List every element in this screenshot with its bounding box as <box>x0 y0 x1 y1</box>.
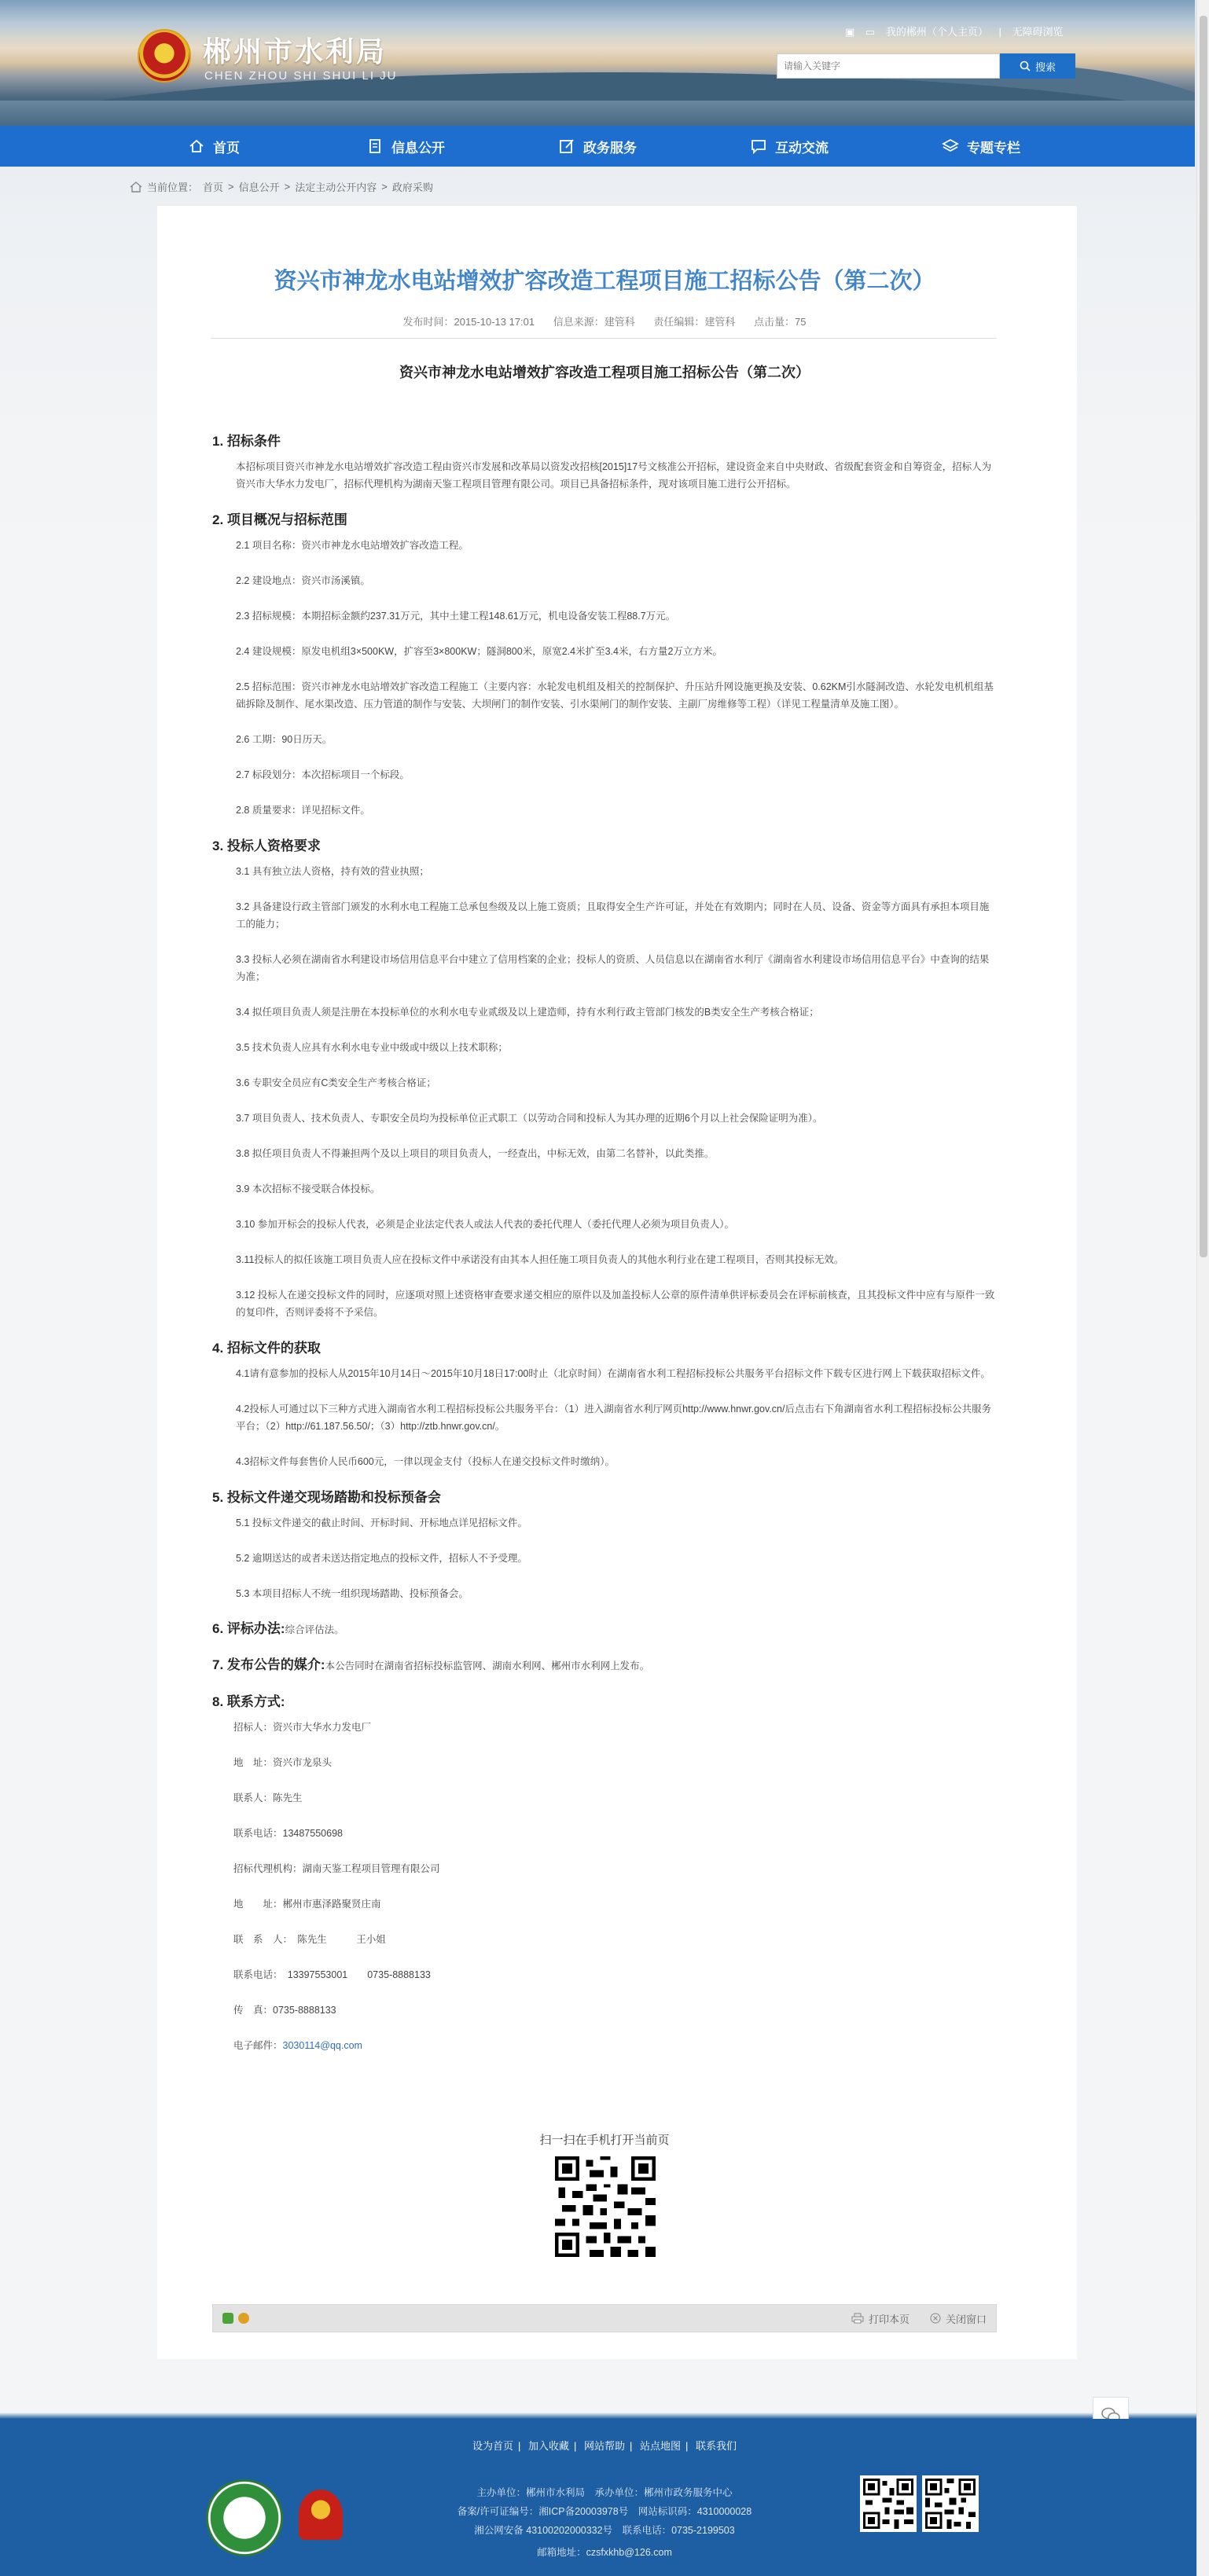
header-lake <box>0 101 1195 126</box>
edit-icon <box>558 138 575 155</box>
scrollbar-thumb[interactable] <box>1200 16 1207 1257</box>
section-heading: 3. 投标人资格要求 <box>212 838 321 853</box>
paragraph: 3.1 具有独立法人资格，持有效的营业执照； <box>236 866 429 877</box>
section-heading: 8. 联系方式: <box>212 1694 285 1709</box>
section-heading: 1. 招标条件 <box>212 434 281 449</box>
responsible-editor: 责任编辑：建管科 <box>653 316 736 328</box>
close-icon <box>930 2313 941 2324</box>
paragraph: 3.10 参加开标会的投标人代表，必须是企业法定代表人或法人代表的委托代理人（委托代理人必须为项目负责人）。 <box>236 1219 735 1230</box>
nav-item-label: 信息公开 <box>391 140 445 156</box>
email-label: 电子邮件： <box>233 2040 283 2051</box>
chat-icon <box>750 138 767 155</box>
qr-caption: 扫一扫在手机打开当前页 <box>539 2134 670 2147</box>
page-qr-code <box>550 2152 660 2262</box>
paragraph: 4.2投标人可通过以下三种方式进入湖南省水利工程招标投标公共服务平台：（1）进入湖南省水利厅网页http://www.hnwr.gov.cn/后点击右下角湖南省水利工程招标投标公共服务平台；（2）http://61.187.56.50/；（3）http://ztb.hnwr.gov.cn/。 <box>236 1404 991 1432</box>
paragraph: 3.12 投标人在递交投标文件的同时，应逐项对照上述资格审查要求递交相应的原件以及加盖投标人公章的原件清单供评标委员会在评标前核查，且其投标文件中应有与原件一致的复印件，否则评委将不予采信。 <box>236 1290 995 1318</box>
section-heading: 4. 招标文件的获取 <box>212 1341 321 1356</box>
paragraph: 5.2 逾期送达的或者未送达指定地点的投标文件，招标人不予受理。 <box>236 1553 527 1564</box>
paragraph: 3.5 技术负责人应具有水利水电专业中级或中级以上技术职称； <box>236 1042 508 1053</box>
paragraph: 5.1 投标文件递交的截止时间、开标时间、开标地点详见招标文件。 <box>236 1517 527 1528</box>
breadcrumb-separator: > <box>381 181 388 193</box>
search-button-label: 搜索 <box>1034 61 1056 73</box>
search-input[interactable] <box>777 53 1000 79</box>
footer-link[interactable]: 网站帮助 <box>583 2440 625 2452</box>
weibo-share-icon[interactable] <box>238 2313 249 2324</box>
footer-link[interactable]: 站点地图 <box>640 2440 682 2452</box>
search-button[interactable] <box>1000 53 1075 79</box>
click-count: 点击量：75 <box>754 316 807 328</box>
breadcrumb-item[interactable]: 信息公开 <box>238 182 280 193</box>
print-label: 打印本页 <box>868 2313 910 2325</box>
footer-link[interactable]: 联系我们 <box>696 2440 737 2452</box>
section-heading: 5. 投标文件递交现场踏勘和投标预备会 <box>212 1490 441 1505</box>
contact-line: 联 系 人： 陈先生 王小姐 <box>233 1934 386 1945</box>
paragraph: 2.4 建设规模：原发电机组3×500KW，扩容至3×800KW；隧洞800米，原宽2.4米扩至3.4米，右方量2万立方米。 <box>236 646 722 657</box>
my-chenzhou-link[interactable]: 我的郴州（个人主页） <box>885 26 988 38</box>
footer-email: 邮箱地址：czsfxkhb@126.com <box>537 2547 672 2558</box>
nav-item-interaction[interactable] <box>693 126 885 167</box>
contact-line: 联系电话：13487550698 <box>233 1828 343 1839</box>
breadcrumb-item[interactable]: 法定主动公开内容 <box>295 182 377 193</box>
paragraph: 2.2 建设地点：资兴市汤溪镇。 <box>236 575 370 586</box>
article-meta <box>0 314 1209 328</box>
breadcrumb-separator: > <box>284 181 291 193</box>
national-emblem-icon <box>138 29 191 83</box>
nav-item-label: 互动交流 <box>775 140 829 156</box>
section-heading: 2. 项目概况与招标范围 <box>212 512 347 527</box>
home-icon <box>188 138 205 155</box>
paragraph: 2.6 工期：90日历天。 <box>236 734 333 745</box>
close-window-button[interactable] <box>930 2311 987 2326</box>
footer-police: 湘公网安备 43100202000332号 联系电话：0735-2199503 <box>474 2525 735 2536</box>
nav-item-gov-service[interactable] <box>502 126 693 167</box>
breadcrumb-label: 当前位置： <box>147 182 199 193</box>
footer-icp: 备案/许可证编号：湘ICP备20003978号 网站标识码：4310000028 <box>457 2506 752 2517</box>
nav-item-label: 首页 <box>213 140 240 156</box>
paragraph: 4.1请有意参加的投标人从2015年10月14日～2015年10月18日17:00时止（北京时间）在湖南省水利工程招标投标公共服务平台招标文件下载专区进行网上下载获取招标文件。 <box>236 1368 990 1379</box>
contact-line: 地 址：郴州市惠泽路聚贤庄南 <box>233 1899 381 1910</box>
footer-sponsor: 主办单位：郴州市水利局 承办单位：郴州市政务服务中心 <box>476 2487 733 2498</box>
section-heading: 7. 发布公告的媒介: <box>212 1657 325 1672</box>
paragraph: 3.9 本次招标不接受联合体投标。 <box>236 1183 380 1194</box>
nav-item-home[interactable] <box>118 126 310 167</box>
user-icon: ▣ <box>845 26 855 38</box>
contact-line: 招标代理机构：湖南天鉴工程项目管理有限公司 <box>233 1863 440 1874</box>
info-source: 信息来源：建管科 <box>553 316 635 328</box>
contact-line: 联系电话： 13397553001 0735-8888133 <box>233 1969 431 1980</box>
section-body: 本公告同时在湖南省招标投标监管网、湖南水利网、郴州市水利网上发布。 <box>325 1660 650 1671</box>
footer-link[interactable]: 加入收藏 <box>527 2440 569 2452</box>
paragraph: 3.7 项目负责人、技术负责人、专职安全员均为投标单位正式职工（以劳动合同和投标人为其办理的近期6个月以上社会保险证明为准）。 <box>236 1113 823 1124</box>
paragraph <box>212 1620 995 1638</box>
article-toolbar <box>212 2304 997 2332</box>
paragraph: 3.6 专职安全员应有C类安全生产考核合格证； <box>236 1077 436 1088</box>
search-icon <box>1020 61 1031 72</box>
main-nav <box>0 126 1195 167</box>
section-heading: 6. 评标办法: <box>212 1621 285 1636</box>
breadcrumb-separator: > <box>228 181 234 193</box>
divider <box>211 338 997 339</box>
paragraph: 2.7 标段划分：本次招标项目一个标段。 <box>236 769 410 780</box>
top-links <box>841 24 1068 39</box>
site-logo-subtitle: CHEN ZHOU SHI SHUI LI JU <box>204 69 398 83</box>
paragraph: 2.3 招标规模：本期招标金额约237.31万元，其中土建工程148.61万元，机电设备安装工程88.7万元。 <box>236 611 676 622</box>
publish-time: 发布时间：2015-10-13 17:01 <box>402 316 535 328</box>
contact-line: 招标人：资兴市大华水力发电厂 <box>233 1722 372 1733</box>
contact-line <box>212 2037 995 2054</box>
contact-line: 传 真：0735-8888133 <box>233 2005 336 2016</box>
nav-item-label: 政务服务 <box>583 140 637 156</box>
print-button[interactable] <box>851 2311 910 2326</box>
monitor-icon: ▭ <box>865 26 876 38</box>
site-header <box>0 0 1195 126</box>
weibo-qr-code <box>922 2475 979 2532</box>
article-title: 资兴市神龙水电站增效扩容改造工程项目施工招标公告（第二次） <box>274 269 935 294</box>
paragraph: 3.8 拟任项目负责人不得兼担两个及以上项目的项目负责人，一经查出，中标无效，由第二名替补，以此类推。 <box>236 1148 715 1159</box>
printer-icon <box>851 2313 864 2324</box>
paragraph: 3.2 具备建设行政主管部门颁发的水利水电工程施工总承包叁级及以上施工资质；且取得安全生产许可证，并处在有效期内；同时在人员、设备、资金等方面具有承担本项目施工的能力； <box>236 901 990 930</box>
layers-icon <box>942 138 959 155</box>
section-body: 综合评估法。 <box>285 1624 344 1635</box>
accessibility-link[interactable]: 无障碍浏览 <box>1012 26 1064 38</box>
breadcrumb-item[interactable]: 政府采购 <box>391 182 433 193</box>
close-label: 关闭窗口 <box>945 2313 987 2325</box>
site-logo-title[interactable]: 郴州市水利局 <box>203 35 388 68</box>
paragraph: 5.3 本项目招标人不统一组织现场踏勘、投标预备会。 <box>236 1588 469 1599</box>
footer-link[interactable]: 设为首页 <box>472 2440 513 2452</box>
page-scrollbar[interactable] <box>1196 0 1209 2576</box>
article-body <box>212 432 995 2072</box>
wechat-qr-code <box>860 2475 917 2532</box>
paragraph: 2.8 质量要求：详见招标文件。 <box>236 805 370 816</box>
paragraph: 4.3招标文件每套售价人民币600元，一律以现金支付（投标人在递交投标文件时缴纳）。 <box>236 1456 615 1467</box>
document-icon <box>366 138 384 155</box>
toolbar-actions <box>851 2311 987 2326</box>
paragraph: 3.4 拟任项目负责人须是注册在本投标单位的水利水电专业贰级及以上建造师，持有水利行政主管部门核发的B类安全生产考核合格证； <box>236 1007 819 1018</box>
paragraph: 本招标项目资兴市神龙水电站增效扩容改造工程由资兴市发展和改革局以资发改招核[2015]17号文核准公开招标，建设资金来自中央财政、省级配套资金和自筹资金，招标人为资兴市大华水力发电厂，招标代理机构为湖南天鉴工程项目管理有限公司。项目已具备招标条件，现对该项目施工进行公开招标。 <box>236 461 992 490</box>
contact-line: 地 址：资兴市龙泉头 <box>233 1757 333 1768</box>
breadcrumb-item[interactable]: 首页 <box>203 182 224 193</box>
contact-line: 联系人：陈先生 <box>233 1793 303 1804</box>
breadcrumb <box>130 179 433 194</box>
paragraph: 3.3 投标人必须在湖南省水利建设市场信用信息平台中建立了信用档案的企业；投标人的资质、人员信息以在湖南省水利厅《湖南省水利建设市场信用信息平台》中查询的结果为准； <box>236 954 990 982</box>
article-subtitle: 资兴市神龙水电站增效扩容改造工程项目施工招标公告（第二次） <box>399 365 810 380</box>
paragraph: 2.5 招标范围：资兴市神龙水电站增效扩容改造工程施工（主要内容：水轮发电机组及相关的控制保护、升压站升网设施更换及安装、0.62KM引水隧洞改造、水轮发电机机组基础拆除及制作、尾水渠改造、压力管道的制作与安装、大坝闸门的制作安装、引水渠闸门的制作安装、主副厂房维修等工程）（详见工程量清单及施工图）。 <box>236 681 994 710</box>
paragraph <box>212 1657 995 1675</box>
home-icon <box>130 182 142 193</box>
footer-links: 设为首页 | 加入收藏 | 网站帮助 | 站点地图 | 联系我们 <box>472 2440 737 2452</box>
email-link[interactable]: 3030114@qq.com <box>282 2040 362 2051</box>
nav-item-special-topics[interactable] <box>885 126 1077 167</box>
nav-item-label: 专题专栏 <box>967 140 1020 156</box>
paragraph: 3.11投标人的拟任该施工项目负责人应在投标文件中承诺没有由其本人担任施工项目负责人的其他水利行业在建工程项目，否则其投标无效。 <box>236 1254 844 1265</box>
top-links-divider: | <box>998 26 1001 38</box>
wechat-share-icon[interactable] <box>222 2313 233 2324</box>
nav-item-info-public[interactable] <box>310 126 502 167</box>
paragraph: 2.1 项目名称：资兴市神龙水电站增效扩容改造工程。 <box>236 540 469 551</box>
